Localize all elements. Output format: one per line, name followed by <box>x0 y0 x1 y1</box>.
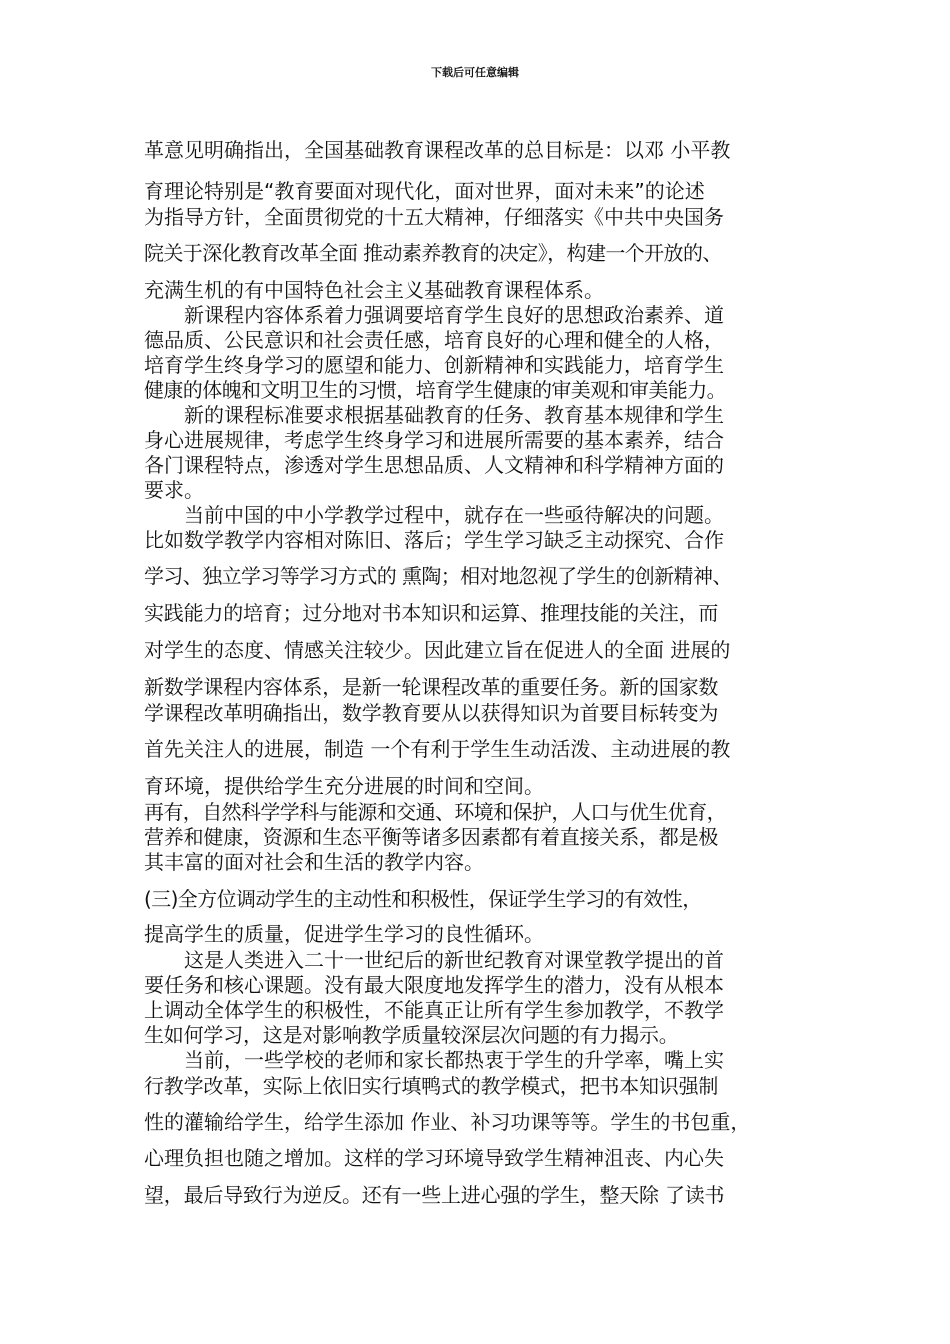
text-line: 育环境，提供给学生充分进展的时间和空间。 <box>144 774 544 798</box>
text-line: 育理论特别是“教育要面对现代化，面对世界，面对未来”的论述 <box>144 179 705 203</box>
text-line: 新的课程标准要求根据基础教育的任务、教育基本规律和学生 <box>184 403 724 427</box>
text-line: 上调动全体学生的积极性，不能真正让所有学生参加教学，不教学 <box>144 998 724 1022</box>
text-line: 健康的体魄和文明卫生的习惯，培育学生健康的审美观和审美能力。 <box>144 378 726 402</box>
text-line: 望，最后导致行为逆反。还有一些上进心强的学生，整天除 了读书 <box>144 1183 725 1207</box>
text-line: 当前，一些学校的老师和家长都热衷于学生的升学率，嘴上实 <box>184 1048 724 1072</box>
text-line: 为指导方针，全面贯彻党的十五大精神，仔细落实《中共中央国务 <box>144 205 724 229</box>
text-line: 新数学课程内容体系，是新一轮课程改革的重要任务。新的国家数 <box>144 675 719 699</box>
text-line: 要求。 <box>144 478 204 502</box>
text-line: 比如数学教学内容相对陈旧、落后；学生学习缺乏主动探究、合作 <box>144 528 724 552</box>
text-line: 提高学生的质量，促进学生学习的良性循环。 <box>144 922 544 946</box>
text-line: 培育学生终身学习的愿望和能力、创新精神和实践能力，培育学生 <box>144 353 724 377</box>
text-line: 心理负担也随之增加。这样的学习环境导致学生精神沮丧、内心失 <box>144 1146 724 1170</box>
text-line: 要任务和核心课题。没有最大限度地发挥学生的潜力，没有从根本 <box>144 973 724 997</box>
text-line: 院关于深化教育改革全面 推动素养教育的决定》，构建一个开放的、 <box>144 241 722 265</box>
page-header: 下载后可任意编辑 <box>431 66 519 79</box>
text-line: 新课程内容体系着力强调要培育学生良好的思想政治素养、道 <box>184 303 724 327</box>
text-line: 其丰富的面对社会和生活的教学内容。 <box>144 850 484 874</box>
text-line: 学习、独立学习等学习方式的 熏陶；相对地忽视了学生的创新精神、 <box>144 564 732 588</box>
text-line: 身心进展规律，考虑学生终身学习和进展所需要的基本素养，结合 <box>144 428 724 452</box>
text-line: 德品质、公民意识和社会责任感，培育良好的心理和健全的人格， <box>144 328 724 352</box>
text-line: 首先关注人的进展，制造 一个有利于学生生动活泼、主动进展的教 <box>144 737 731 761</box>
text-line: 营养和健康，资源和生态平衡等诸多因素都有着直接关系，都是极 <box>144 825 719 849</box>
text-line: 各门课程特点，渗透对学生思想品质、人文精神和科学精神方面的 <box>144 453 724 477</box>
text-line: 生如何学习，这是对影响教学质量较深层次问题的有力揭示。 <box>144 1023 679 1047</box>
text-line: 这是人类进入二十一世纪后的新世纪教育对课堂教学提出的首 <box>184 948 724 972</box>
text-line: 当前中国的中小学教学过程中，就存在一些亟待解决的问题。 <box>184 503 724 527</box>
text-line: 革意见明确指出，全国基础教育课程改革的总目标是：以邓 小平教 <box>144 138 731 162</box>
text-line: 性的灌输给学生，给学生添加 作业、补习功课等等。学生的书包重， <box>144 1110 751 1134</box>
text-line: 学课程改革明确指出，数学教育要从以获得知识为首要目标转变为 <box>144 701 719 725</box>
text-line: (三)全方位调动学生的主动性和积极性，保证学生学习的有效性， <box>144 887 702 911</box>
text-line: 对学生的态度、情感关注较少。因此建立旨在促进人的全面 进展的 <box>144 638 731 662</box>
text-line: 再有，自然科学学科与能源和交通、环境和保护，人口与优生优育， <box>144 800 726 824</box>
text-line: 行教学改革，实际上依旧实行填鸭式的教学模式，把书本知识强制 <box>144 1074 719 1098</box>
text-line: 实践能力的培育；过分地对书本知识和运算、推理技能的关注，而 <box>144 601 719 625</box>
text-line: 充满生机的有中国特色社会主义基础教育课程体系。 <box>144 278 604 302</box>
